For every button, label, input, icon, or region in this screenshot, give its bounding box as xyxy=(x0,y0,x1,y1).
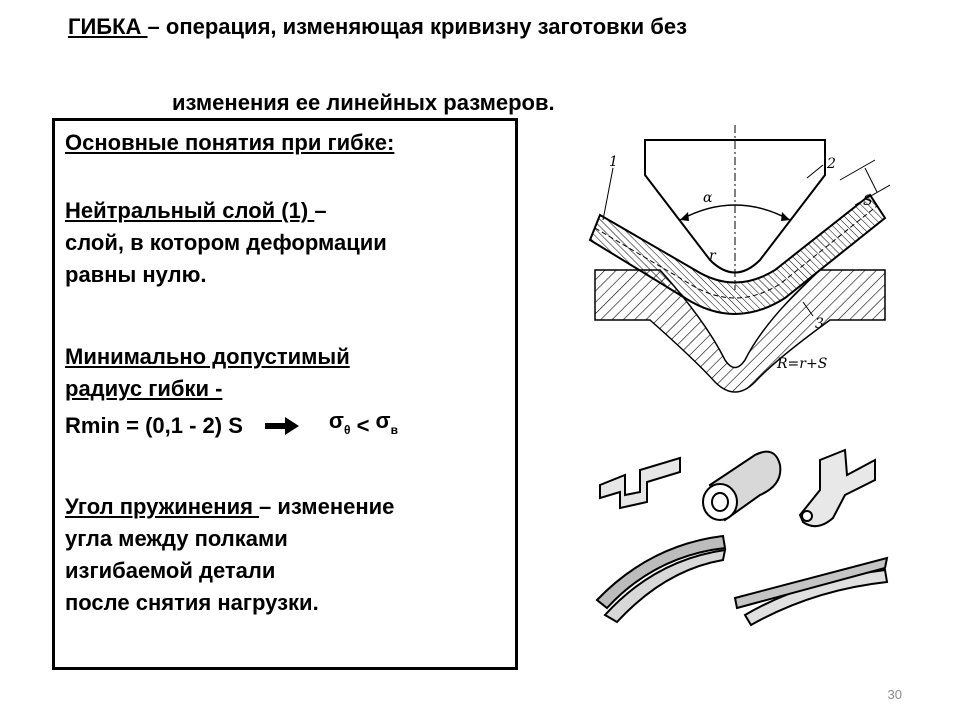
neutral-layer-paragraph xyxy=(65,195,387,291)
right-arrow-icon xyxy=(265,416,299,436)
label-alpha: α xyxy=(703,190,713,206)
springback-paragraph xyxy=(65,491,394,619)
title-definition: – операция, изменяющая кривизну заготовки без xyxy=(147,14,688,39)
label-3: 3 xyxy=(815,316,824,332)
springback-line-4: после снятия нагрузки. xyxy=(65,590,319,615)
bent-parts-examples xyxy=(585,440,915,670)
page-title-line-1 xyxy=(68,14,687,40)
sigma-theta: $\sigma_\theta$ xyxy=(328,408,351,437)
label-1: 1 xyxy=(609,154,618,170)
title-term: ГИБКА xyxy=(68,14,148,39)
neutral-layer-line-3: равны нулю. xyxy=(65,262,207,287)
page-title-line-2: изменения ее линейных размеров. xyxy=(172,90,555,115)
label-r: r xyxy=(709,248,716,264)
springback-line-2: угла между полками xyxy=(65,526,288,551)
min-radius-term-line-2: радиус гибки - xyxy=(65,376,223,401)
bent-bracket-part xyxy=(600,458,680,508)
rolled-tube-part xyxy=(703,452,780,520)
bending-scheme-diagram xyxy=(585,120,915,405)
label-s: S xyxy=(863,193,873,209)
label-2: 2 xyxy=(827,156,836,172)
neutral-layer-dash: – xyxy=(314,198,327,223)
curved-channel-part xyxy=(597,536,725,622)
sigma-b: $\sigma_в$ xyxy=(375,408,398,437)
concepts-box xyxy=(52,118,518,670)
neutral-layer-line-2: слой, в котором деформации xyxy=(65,230,387,255)
page-number: 30 xyxy=(887,687,902,702)
neutral-layer-term: Нейтральный слой (1) xyxy=(65,198,315,223)
springback-definition: – изменение xyxy=(259,494,395,519)
concepts-heading: Основные понятия при гибке: xyxy=(65,130,395,155)
min-radius-term-line-1: Минимально допустимый xyxy=(65,344,350,369)
less-than-sign: < xyxy=(350,412,376,438)
bent-lug-part xyxy=(800,450,875,526)
springback-term: Угол пружинения xyxy=(65,494,260,519)
formula-left: Rmin = (0,1 - 2) S xyxy=(65,412,243,438)
curved-strip-part xyxy=(735,558,887,625)
springback-line-3: изгибаемой детали xyxy=(65,558,276,583)
radius-formula-label: R=r+S xyxy=(777,356,828,372)
min-radius-formula xyxy=(65,405,398,446)
min-radius-paragraph xyxy=(65,341,398,446)
